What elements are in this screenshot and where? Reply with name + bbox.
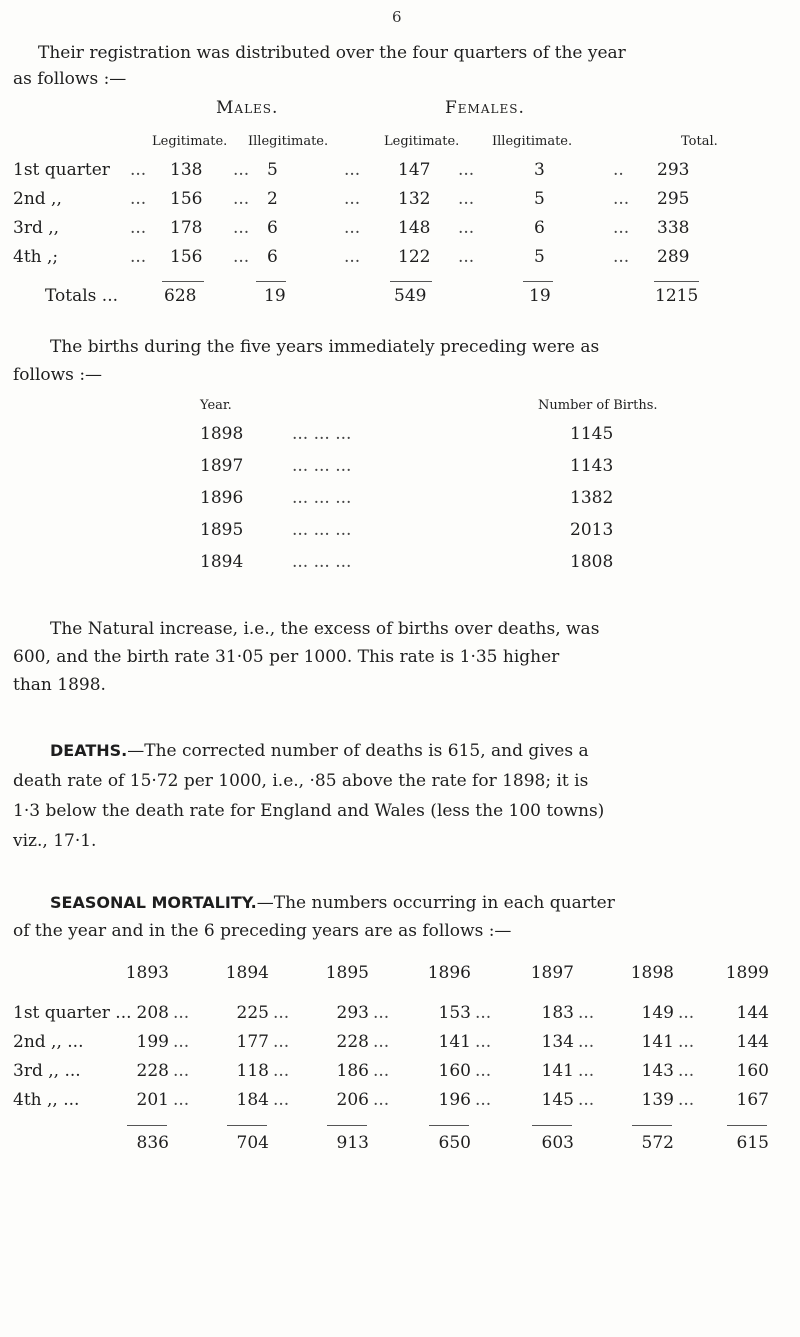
seasonal-line2: of the year and in the 6 preceding years are as follows :— (13, 921, 512, 941)
col-total: Total. (681, 134, 718, 149)
total-rule (532, 1125, 572, 1126)
female-illegitimate-value: 3 (534, 160, 545, 180)
seasonal-total: 650 (438, 1133, 471, 1153)
male-legitimate-value: 156 (170, 189, 203, 209)
leader-dots: ... ... ... (292, 424, 352, 444)
leader-dots: ... (273, 1090, 290, 1110)
total-rule (256, 281, 286, 282)
row-label: 1st quarter (13, 160, 110, 180)
female-illegitimate-value: 5 (534, 189, 545, 209)
total-value: 289 (657, 247, 690, 267)
seasonal-year-header: 1894 (225, 963, 269, 983)
leader-dots: ... (373, 1032, 390, 1052)
col-male-illegitimate: Illegitimate. (248, 134, 329, 149)
birth-count: 1808 (570, 552, 614, 572)
total-rule (429, 1125, 469, 1126)
col-female-legitimate: Legitimate. (384, 134, 460, 149)
birth-count: 1143 (570, 456, 614, 476)
seasonal-total: 572 (641, 1133, 674, 1153)
seasonal-value: 228 (336, 1032, 369, 1052)
birth-year: 1896 (200, 488, 244, 508)
seasonal-value: 141 (438, 1032, 471, 1052)
male-illegitimate-value: 6 (267, 247, 278, 267)
leader-dots: ... (578, 1090, 595, 1110)
deaths-line3: 1·3 below the death rate for England and Wales (less the 100 towns) (13, 801, 605, 821)
seasonal-total: 615 (736, 1133, 769, 1153)
leader-dots: ... ... ... (292, 552, 352, 572)
leader-dots: ... (130, 247, 147, 267)
male-legitimate-value: 156 (170, 247, 203, 267)
seasonal-value: 141 (641, 1032, 674, 1052)
total-rule (632, 1125, 672, 1126)
birth-year: 1898 (200, 424, 244, 444)
seasonal-total: 603 (541, 1133, 574, 1153)
total-rule (327, 1125, 367, 1126)
deaths-paragraph-first-line (50, 736, 589, 766)
seasonal-row-label: 4th ,, ... (13, 1090, 80, 1110)
seasonal-row-label: 1st quarter ... (13, 1003, 132, 1023)
leader-dots: ... (273, 1061, 290, 1081)
col-number-of-births: Number of Births. (538, 398, 658, 413)
male-legitimate-value: 178 (170, 218, 203, 238)
total-value: 338 (657, 218, 690, 238)
leader-dots: ... (475, 1032, 492, 1052)
birth-year: 1894 (200, 552, 244, 572)
natural-increase-line2: 600, and the birth rate 31·05 per 1000. This rate is 1·35 higher (13, 647, 560, 667)
births-intro-line1: The births during the five years immediately preceding were as (50, 337, 600, 357)
leader-dots: ... (273, 1032, 290, 1052)
leader-dots: ... (344, 218, 361, 238)
leader-dots: ... (273, 1003, 290, 1023)
leader-dots: ... (613, 247, 630, 267)
seasonal-row-label: 2nd ,, ... (13, 1032, 84, 1052)
col-year: Year. (200, 398, 232, 413)
total-rule (390, 281, 432, 282)
leader-dots: ... (373, 1090, 390, 1110)
leader-dots: ... (233, 218, 250, 238)
deaths-line1: —The corrected number of deaths is 615, and gives a (127, 741, 589, 761)
leader-dots: ... (173, 1003, 190, 1023)
birth-count: 1382 (570, 488, 614, 508)
totals-label: Totals ... (45, 286, 118, 306)
seasonal-value: 208 (136, 1003, 169, 1023)
birth-count: 2013 (570, 520, 614, 540)
leader-dots: ... (130, 189, 147, 209)
seasonal-value: 293 (336, 1003, 369, 1023)
leader-dots: .. (613, 160, 624, 180)
seasonal-value: 141 (541, 1061, 574, 1081)
females-group-heading: Females. (445, 98, 525, 118)
seasonal-year-header: 1899 (725, 963, 769, 983)
leader-dots: ... (344, 247, 361, 267)
deaths-line4: viz., 17·1. (13, 831, 97, 851)
seasonal-value: 167 (736, 1090, 769, 1110)
seasonal-value: 199 (136, 1032, 169, 1052)
seasonal-value: 149 (641, 1003, 674, 1023)
seasonal-year-header: 1898 (630, 963, 674, 983)
leader-dots: ... (678, 1003, 695, 1023)
leader-dots: ... (475, 1061, 492, 1081)
seasonal-value: 201 (136, 1090, 169, 1110)
seasonal-row-label: 3rd ,, ... (13, 1061, 81, 1081)
leader-dots: ... (458, 160, 475, 180)
total-rule (727, 1125, 767, 1126)
row-label: 3rd ,, (13, 218, 60, 238)
seasonal-heading: SEASONAL MORTALITY. (50, 893, 257, 912)
leader-dots: ... (173, 1090, 190, 1110)
seasonal-year-header: 1897 (530, 963, 574, 983)
seasonal-value: 143 (641, 1061, 674, 1081)
leader-dots: ... (233, 247, 250, 267)
leader-dots: ... ... ... (292, 520, 352, 540)
female-illegitimate-value: 6 (534, 218, 545, 238)
leader-dots: ... (475, 1003, 492, 1023)
male-legitimate-value: 138 (170, 160, 203, 180)
seasonal-value: 184 (236, 1090, 269, 1110)
leader-dots: ... (678, 1061, 695, 1081)
leader-dots: ... (233, 160, 250, 180)
leader-dots: ... (678, 1032, 695, 1052)
female-legitimate-total: 549 (394, 286, 427, 306)
birth-count: 1145 (570, 424, 614, 444)
deaths-line2: death rate of 15·72 per 1000, i.e., ·85 above the rate for 1898; it is (13, 771, 589, 791)
leader-dots: ... (578, 1032, 595, 1052)
seasonal-value: 177 (236, 1032, 269, 1052)
births-intro-line2: follows :— (13, 365, 103, 385)
birth-year: 1895 (200, 520, 244, 540)
seasonal-year-header: 1893 (125, 963, 169, 983)
leader-dots: ... (578, 1061, 595, 1081)
female-illegitimate-total: 19 (529, 286, 551, 306)
seasonal-year-header: 1896 (427, 963, 471, 983)
seasonal-total: 704 (236, 1133, 269, 1153)
seasonal-value: 153 (438, 1003, 471, 1023)
seasonal-value: 144 (736, 1003, 769, 1023)
leader-dots: ... (233, 189, 250, 209)
leader-dots: ... (458, 189, 475, 209)
female-legitimate-value: 122 (398, 247, 431, 267)
leader-dots: ... (344, 160, 361, 180)
natural-increase-line3: than 1898. (13, 675, 106, 695)
seasonal-value: 160 (438, 1061, 471, 1081)
leader-dots: ... (130, 218, 147, 238)
deaths-heading: DEATHS. (50, 741, 128, 760)
leader-dots: ... ... ... (292, 456, 352, 476)
birth-year: 1897 (200, 456, 244, 476)
seasonal-value: 144 (736, 1032, 769, 1052)
seasonal-year-header: 1895 (325, 963, 369, 983)
total-rule (227, 1125, 267, 1126)
seasonal-value: 225 (236, 1003, 269, 1023)
leader-dots: ... (173, 1032, 190, 1052)
natural-increase-line1: The Natural increase, i.e., the excess of births over deaths, was (50, 619, 600, 639)
leader-dots: ... (678, 1090, 695, 1110)
female-legitimate-value: 147 (398, 160, 431, 180)
female-legitimate-value: 132 (398, 189, 431, 209)
total-value: 295 (657, 189, 690, 209)
row-label: 4th ,; (13, 247, 59, 267)
seasonal-value: 139 (641, 1090, 674, 1110)
seasonal-value: 206 (336, 1090, 369, 1110)
col-male-legitimate: Legitimate. (152, 134, 228, 149)
males-group-heading: Males. (216, 98, 279, 118)
female-illegitimate-value: 5 (534, 247, 545, 267)
seasonal-total: 913 (336, 1133, 369, 1153)
leader-dots: ... (475, 1090, 492, 1110)
leader-dots: ... (613, 218, 630, 238)
male-illegitimate-total: 19 (264, 286, 286, 306)
total-rule (654, 281, 699, 282)
male-illegitimate-value: 5 (267, 160, 278, 180)
leader-dots: ... (173, 1061, 190, 1081)
leader-dots: ... (130, 160, 147, 180)
registration-intro-line2: as follows :— (13, 69, 127, 89)
leader-dots: ... (373, 1061, 390, 1081)
page-number: 6 (392, 8, 402, 26)
seasonal-value: 183 (541, 1003, 574, 1023)
seasonal-value: 145 (541, 1090, 574, 1110)
seasonal-total: 836 (136, 1133, 169, 1153)
row-label: 2nd ,, (13, 189, 62, 209)
col-female-illegitimate: Illegitimate. (492, 134, 573, 149)
seasonal-value: 118 (236, 1061, 269, 1081)
leader-dots: ... (613, 189, 630, 209)
seasonal-value: 186 (336, 1061, 369, 1081)
leader-dots: ... (458, 218, 475, 238)
seasonal-value: 196 (438, 1090, 471, 1110)
male-legitimate-total: 628 (164, 286, 197, 306)
seasonal-value: 160 (736, 1061, 769, 1081)
registration-intro-line1: Their registration was distributed over the four quarters of the year (38, 43, 626, 63)
total-rule (127, 1125, 167, 1126)
seasonal-paragraph-first-line (50, 888, 615, 918)
leader-dots: ... (344, 189, 361, 209)
leader-dots: ... (373, 1003, 390, 1023)
total-value: 293 (657, 160, 690, 180)
seasonal-line1: —The numbers occurring in each quarter (256, 893, 615, 913)
male-illegitimate-value: 2 (267, 189, 278, 209)
seasonal-value: 228 (136, 1061, 169, 1081)
grand-total: 1215 (655, 286, 699, 306)
leader-dots: ... ... ... (292, 488, 352, 508)
total-rule (523, 281, 553, 282)
male-illegitimate-value: 6 (267, 218, 278, 238)
seasonal-value: 134 (541, 1032, 574, 1052)
leader-dots: ... (578, 1003, 595, 1023)
total-rule (162, 281, 204, 282)
leader-dots: ... (458, 247, 475, 267)
female-legitimate-value: 148 (398, 218, 431, 238)
